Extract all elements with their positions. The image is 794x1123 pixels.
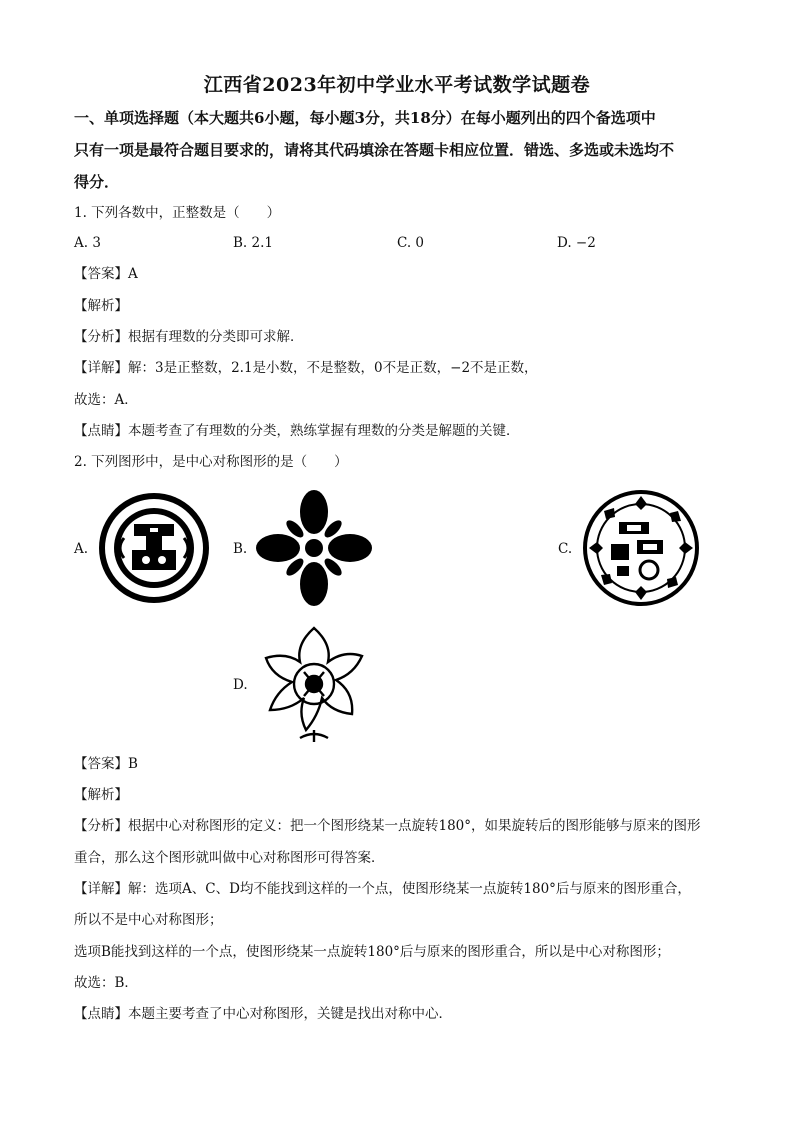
q1-comment: 【点睛】本题考查了有理数的分类，熟练掌握有理数的分类是解题的关键． [74,423,520,439]
q1-detail: 【详解】解：3是正整数，2.1是小数，不是整数，0不是正数，−2不是正数， [74,360,538,376]
q2-label-b: B. [233,541,248,557]
section-instruction-line-2: 只有一项是最符合题目要求的，请将其代码填涂在答题卡相应位置．错选、多选或未选均不 [74,141,675,159]
q2-analysis-line-1: 【分析】根据中心对称图形的定义：把一个图形绕某一点旋转180°，如果旋转后的图形能够与原来的图形 [74,818,701,834]
q2-detail-line-3: 选项B能找到这样的一个点，使图形绕某一点旋转180°后与原来的图形重合，所以是中心对称图形； [74,944,670,960]
q1-option-d: D. −2 [557,235,596,251]
q1-analysis-heading: 【解析】 [74,298,128,314]
q2-choice: 故选：B． [74,975,138,991]
q2-stem: 2. 下列图形中，是中心对称图形的是（ ） [74,454,348,470]
q1-answer: 【答案】A [74,266,138,282]
q2-analysis-line-2: 重合，那么这个图形就叫做中心对称图形可得答案． [74,850,385,866]
q2-detail-line-1: 【详解】解：选项A、C、D均不能找到这样的一个点，使图形绕某一点旋转180°后与原来的图形重合， [74,881,691,897]
figure-c-seal [581,488,701,608]
q2-label-c: C. [558,541,573,557]
q2-label-a: A. [74,541,89,557]
q1-option-a: A. 3 [74,235,101,251]
section-instruction-line-1: 一、单项选择题（本大题共6小题，每小题3分，共18分）在每小题列出的四个备选项中 [74,109,656,127]
q2-label-d: D. [233,677,248,693]
q2-analysis-heading: 【解析】 [74,787,128,803]
q1-stem: 1. 下列各数中，正整数是（ ） [74,205,281,221]
q2-comment: 【点睛】本题主要考查了中心对称图形，关键是找出对称中心． [74,1006,452,1022]
q1-option-c: C. 0 [397,235,425,251]
q1-option-b: B. 2.1 [233,235,273,251]
q1-choice: 故选：A． [74,392,138,408]
page-title: 江西省2023年初中学业水平考试数学试题卷 [203,74,591,96]
q2-detail-line-2: 所以不是中心对称图形； [74,912,223,928]
q2-answer: 【答案】B [74,756,138,772]
figure-d-rose [254,622,374,746]
q1-analysis: 【分析】根据有理数的分类即可求解． [74,329,304,345]
figure-a-medallion [96,488,212,608]
section-instruction-line-3: 得分． [74,173,120,191]
figure-b-flower [254,488,374,608]
